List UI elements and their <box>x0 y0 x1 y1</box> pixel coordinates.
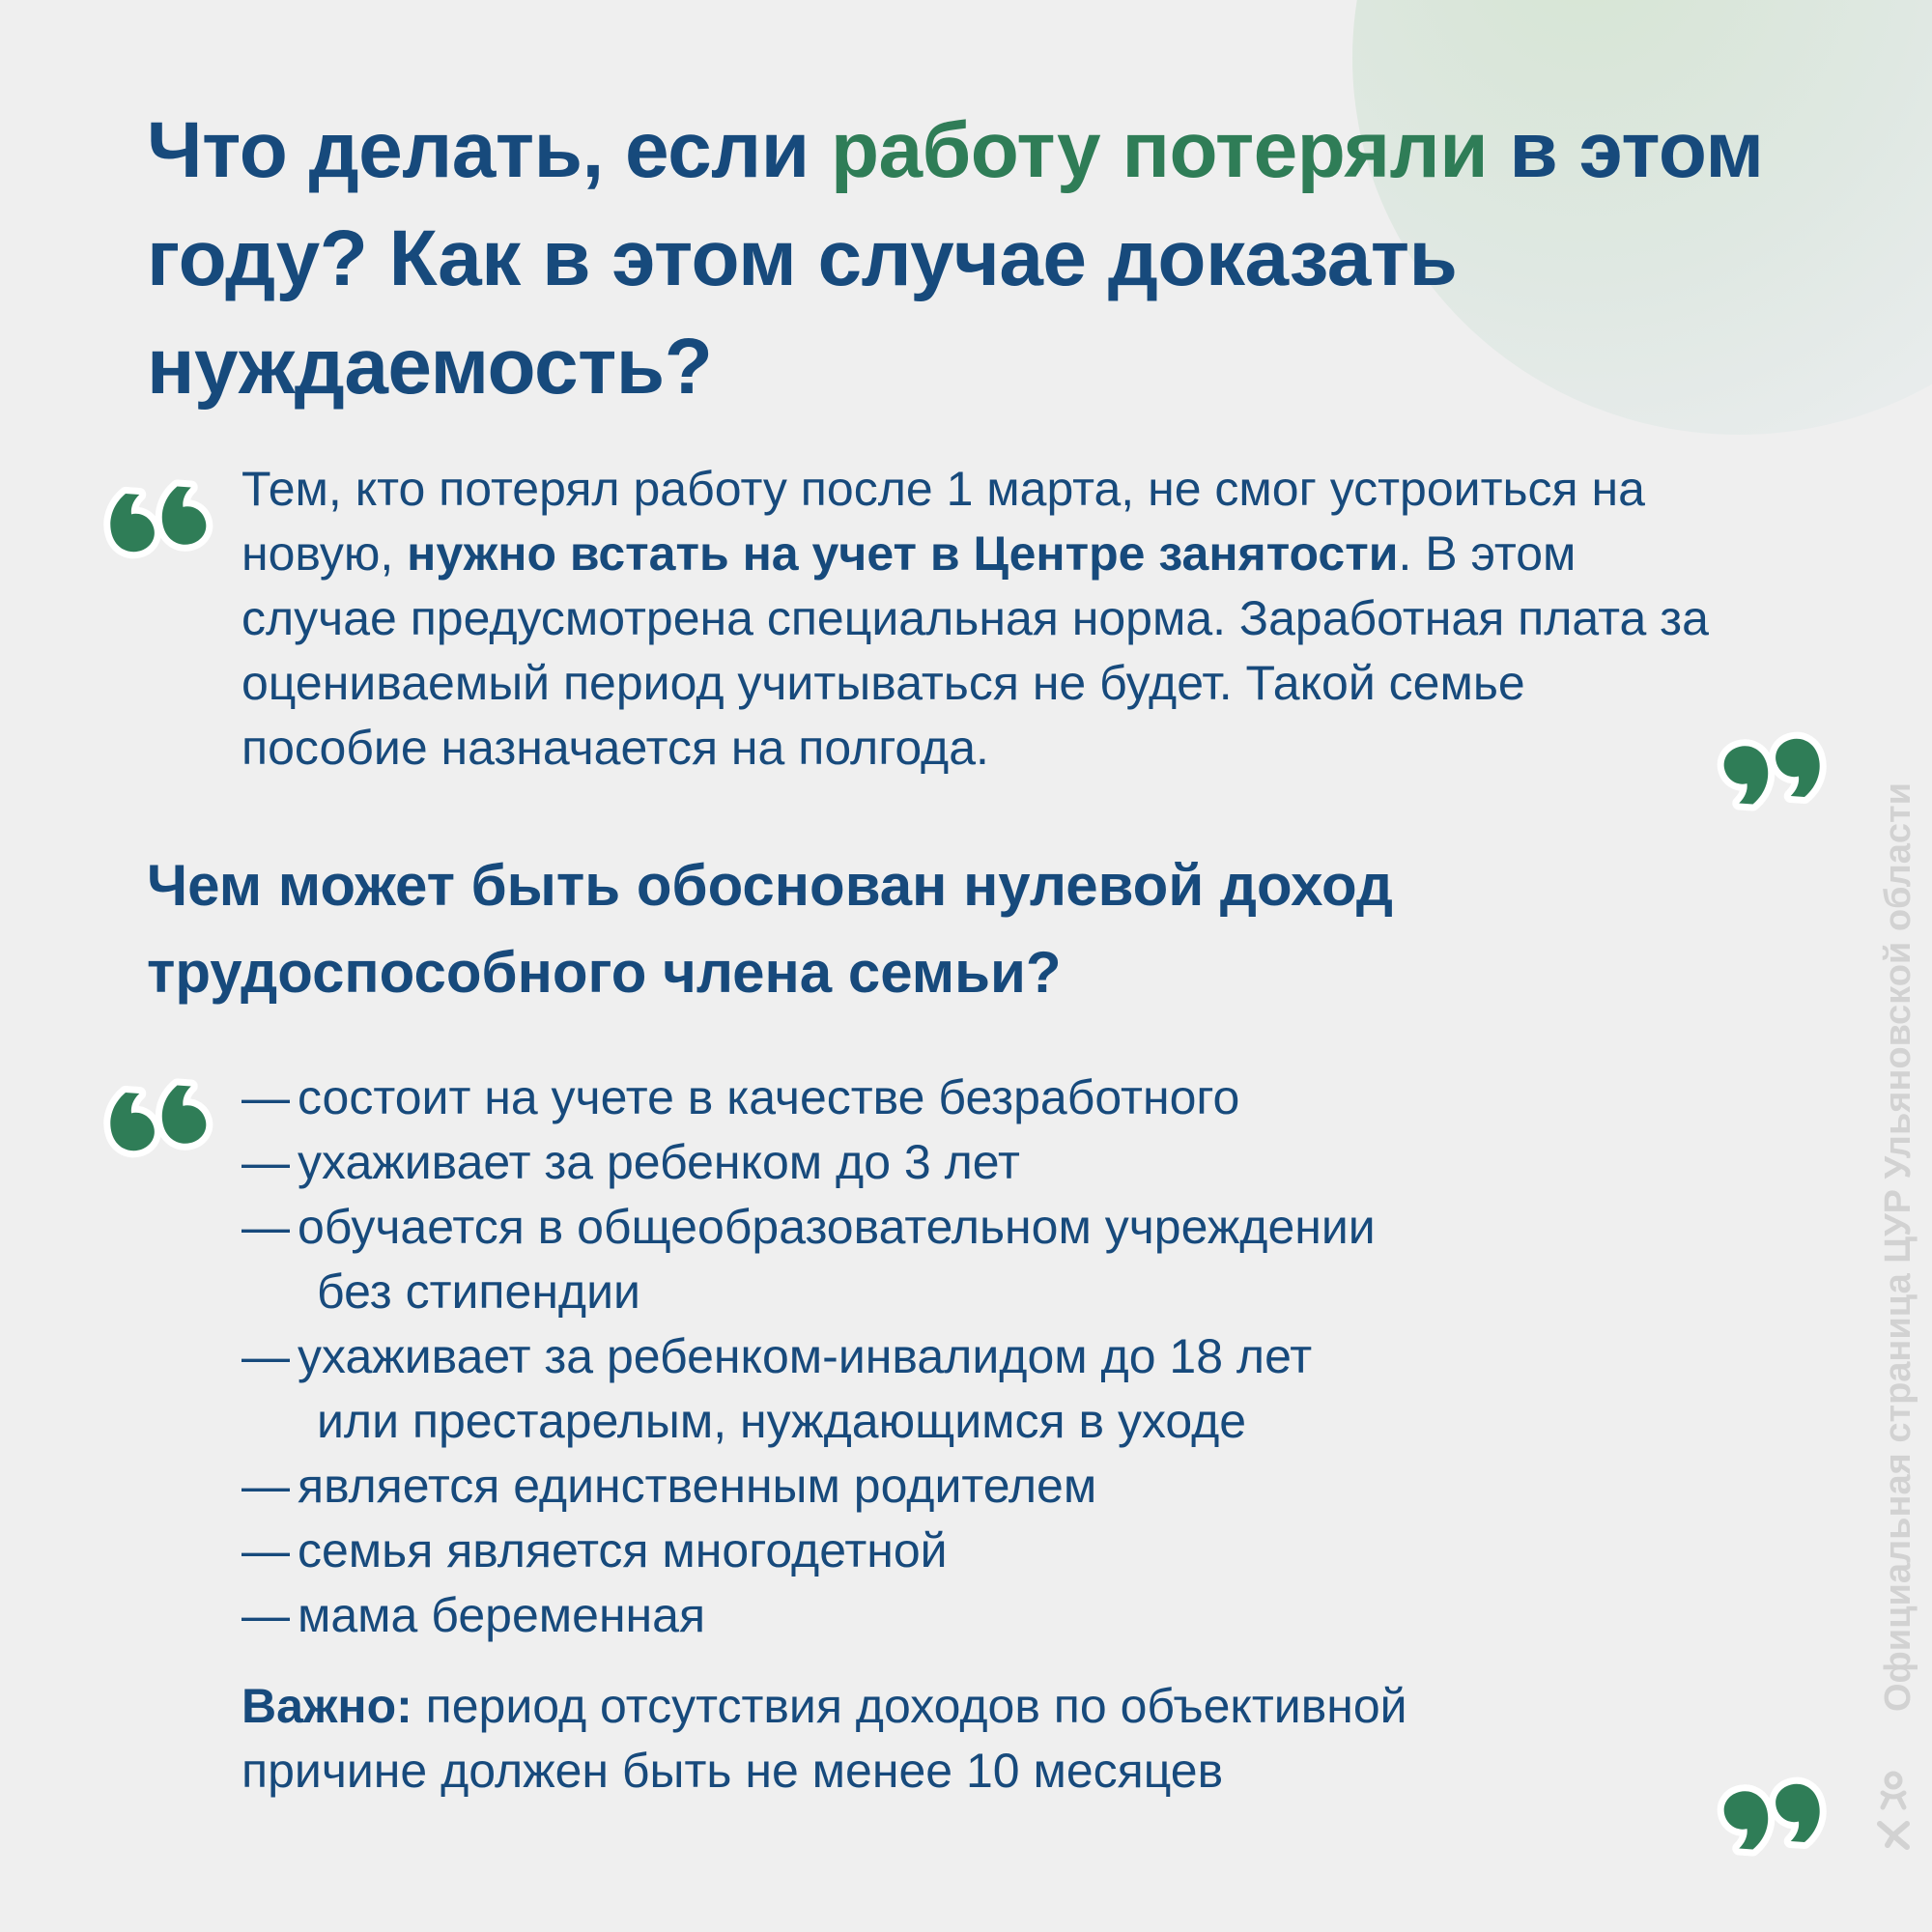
title-part-2: в этом году? Как в этом случае доказать нуждаемость? <box>147 106 1764 411</box>
list-item-text: семья является многодетной <box>298 1523 948 1577</box>
list-item-continuation: или престарелым, нуждающимся в уходе <box>317 1394 1247 1448</box>
title-accent: работу потеряли <box>830 106 1489 194</box>
vk-icon <box>1880 1824 1907 1847</box>
title-part-1: Что делать, если <box>147 106 831 194</box>
odnoklassniki-icon <box>1883 1774 1904 1807</box>
list-item-text: обучается в общеобразовательном учреждении <box>298 1200 1376 1254</box>
paragraph-text-before: Тем, кто потерял работу после 1 марта, не смог устроиться на новую, <box>242 462 1645 581</box>
page-title <box>147 97 1789 421</box>
open-quote-icon <box>99 1059 224 1163</box>
open-quote-icon <box>99 460 224 564</box>
list-item <box>242 1195 1594 1324</box>
list-item <box>242 1324 1594 1454</box>
important-note <box>242 1674 1594 1804</box>
important-text: период отсутствия доходов по объективной причине должен быть не менее 10 месяцев <box>242 1679 1407 1798</box>
list-item-text: мама беременная <box>298 1588 706 1642</box>
list-item-text: состоит на учете в качестве безработного <box>298 1070 1240 1124</box>
paragraph-text-after: . В этом случае предусмотрена специальная норма. Заработная плата за оцениваемый период учитываться не будет. Такой семье пособие назначается на полгода. <box>242 526 1709 775</box>
close-quote-icon <box>1706 1772 1832 1876</box>
list-item <box>242 1130 1594 1195</box>
list-item <box>242 1583 1594 1648</box>
reasons-list <box>242 1065 1594 1648</box>
important-label: Важно: <box>242 1679 412 1733</box>
social-icons <box>1874 1768 1913 1855</box>
list-item-text: является единственным родителем <box>298 1459 1097 1513</box>
list-item-text: ухаживает за ребенком-инвалидом до 18 лет <box>298 1329 1313 1383</box>
list-item <box>242 1454 1594 1519</box>
intro-paragraph <box>242 457 1710 781</box>
side-caption: Официальная страница ЦУР Ульяновской области <box>1878 782 1918 1712</box>
close-quote-icon <box>1706 726 1832 831</box>
section-subtitle: Чем может быть обоснован нулевой доход трудоспособного члена семьи? <box>147 853 1393 1005</box>
paragraph-highlight: нужно встать на учет в Центре занятости <box>407 526 1399 581</box>
list-item <box>242 1519 1594 1583</box>
list-item <box>242 1065 1594 1130</box>
list-item-continuation: без стипендии <box>317 1264 640 1319</box>
list-item-text: ухаживает за ребенком до 3 лет <box>298 1135 1020 1189</box>
